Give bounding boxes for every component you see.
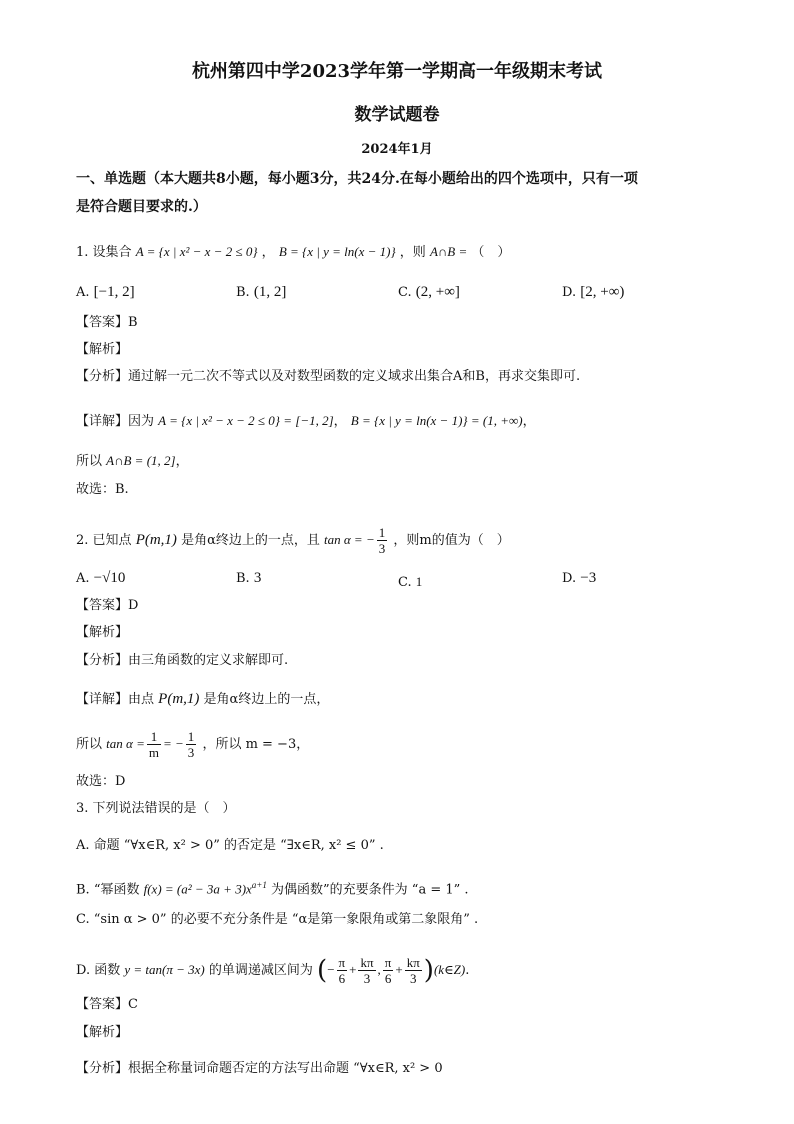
q1-suoyi: 所以 A∩B = (1, 2]，	[76, 453, 189, 469]
exam-title: 杭州第四中学2023学年第一学期高一年级期末考试	[191, 61, 603, 82]
q2-analysis-tag: 【解析】	[76, 625, 129, 640]
q2-point: P(m,1)	[135, 532, 177, 548]
q2-frac-13: $\frac{1}{3}$	[187, 729, 195, 760]
q3-analysis-tag: 【解析】	[76, 1025, 129, 1040]
q1-fenxi: 【分析】通过解一元二次不等式以及对数型函数的定义域求出集合A和B，再求交集即可.	[76, 369, 581, 384]
q3-option-d: D. 函数 y = tan(π − 3x) 的单调递减区间为 (− $\frac{\pi}{6}$ + $\frac{k\pi}{3}$ , $\frac{\pi}{6}$ + $\frac{k\pi}{3}$ )(k∈Z).	[76, 955, 470, 986]
q2-option-a: A. −√10	[76, 570, 126, 586]
q1-option-c: C. (2, +∞]	[398, 284, 460, 300]
q1-detail-b: B = {x | y = ln(x − 1)} = (1, +∞)	[350, 413, 523, 428]
q3-option-c: C. “sin α > 0” 的必要不充分条件是 “α是第一象限角或第二象限角” .	[76, 912, 479, 927]
q3-power-function: f(x) = (a² − 3a + 3)x	[143, 881, 252, 897]
q1-ask: ，则	[399, 245, 426, 260]
q1-expr: A∩B =	[429, 244, 468, 259]
q3-option-a: A. 命题 “∀x∈R, x² > 0” 的否定是 “∃x∈R, x² ≤ 0” .	[76, 838, 384, 853]
q1-comma: ，	[261, 245, 275, 260]
q2-tan-fraction: $\frac{1}{3}$	[378, 525, 386, 556]
q3-answer: 【答案】C	[76, 997, 138, 1012]
q1-choose: 故选：B.	[76, 482, 129, 497]
exam-date: 2024年1月	[361, 142, 433, 157]
q1-option-b: B. (1, 2]	[236, 284, 287, 300]
q2-answer: 【答案】D	[76, 598, 139, 613]
q2-option-d: D. −3	[562, 570, 597, 586]
q2-option-c: C. 1	[398, 574, 423, 590]
q1-detail-a: A = {x | x² − x − 2 ≤ 0} = [−1, 2]	[158, 413, 334, 428]
q1-set-a: A = {x | x² − x − 2 ≤ 0}	[135, 244, 258, 259]
q1-set-b: B = {x | y = ln(x − 1)}	[278, 244, 396, 259]
section-heading-line2: 是符合题目要求的.）	[76, 199, 207, 215]
q1-paren: （ ）	[471, 245, 511, 260]
q2-detail: 【详解】由点 P(m,1) 是角α终边上的一点，	[76, 691, 330, 707]
q2-option-b: B. 3	[236, 570, 262, 586]
q3-fenxi: 【分析】根据全称量词命题否定的方法写出命题 “∀x∈R, x² > 0	[76, 1061, 443, 1076]
section-heading-line1: 一、单选题（本大题共8小题，每小题3分，共24分.在每小题给出的四个选项中，只有一项	[76, 171, 638, 187]
q3-stem: 3. 下列说法错误的是（ ）	[76, 801, 236, 816]
q2-detail-point: P(m,1)	[158, 691, 200, 707]
q2-fenxi: 【分析】由三角函数的定义求解即可.	[76, 653, 289, 668]
q1-option-d: D. [2, +∞)	[562, 284, 625, 300]
q1-answer: 【答案】B	[76, 315, 138, 330]
q1-analysis-tag: 【解析】	[76, 342, 129, 357]
q2-tan-lhs: tan α = −	[324, 532, 375, 547]
q2-frac-1m: $\frac{1}{m}$	[148, 729, 159, 760]
q3-tan-function: y = tan(π − 3x)	[124, 962, 205, 977]
q2-suoyi: 所以 tan α = $\frac{1}{m}$ = − $\frac{1}{3}$ ，所以 m = −3，	[76, 729, 310, 760]
q1-prefix: 1. 设集合	[76, 245, 132, 260]
q1-option-a: A. [−1, 2]	[76, 284, 135, 300]
q3-option-b: B. “幂函数 $f(x) = (a^2 - 3a + 3)x^{a+1}$ 为偶函数”的充要条件为 “a = 1” .	[76, 880, 469, 898]
q1-stem	[76, 243, 510, 262]
q2-choose: 故选：D	[76, 774, 126, 789]
exam-subtitle: 数学试题卷	[354, 105, 440, 125]
q2-stem: 2. 已知点 P(m,1) 是角α终边上的一点，且 tan α = − $\frac{1}{3}$ ，则m的值为（ ）	[76, 525, 510, 556]
q1-detail: 【详解】因为 A = {x | x² − x − 2 ≤ 0} = [−1, 2]， B = {x | y = ln(x − 1)} = (1, +∞)，	[76, 413, 536, 429]
q1-intersection: A∩B = (1, 2]	[106, 453, 176, 468]
